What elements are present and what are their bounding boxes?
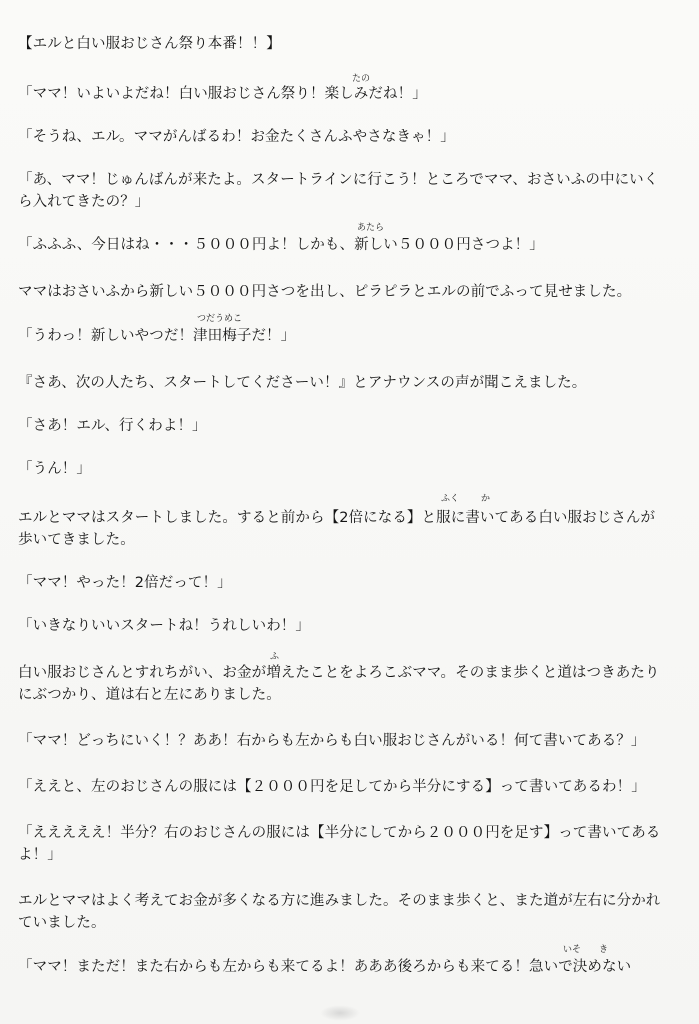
text-line-4: ら入れてきたの？」 bbox=[18, 194, 150, 210]
text-line-18: 「ええと、左のおじさんの服には【２０００円を足してから半分にする】って書いてあるわ！」 bbox=[18, 779, 646, 795]
text-line-20: よ！」 bbox=[18, 847, 62, 863]
text-line-10: 「うん！」 bbox=[18, 461, 91, 477]
ruby-tano: たの bbox=[352, 74, 371, 84]
text-line-23: 「ママ！まただ！また右からも左からも来てるよ！あああ後ろからも来てる！急いで決めない bbox=[18, 959, 632, 975]
text-line-6: ママはおさいふから新しい５０００円さつを出し、ピラピラとエルの前でふって見せました。 bbox=[18, 284, 632, 300]
ruby-fu: ふ bbox=[270, 652, 280, 662]
text-line-11: エルとママはスタートしました。すると前から【2倍になる】と服に書いてある白い服おじさんが bbox=[18, 510, 656, 526]
document-title: 【エルと白い服おじさん祭り本番！！】 bbox=[18, 36, 281, 52]
text-line-12: 歩いてきました。 bbox=[18, 532, 135, 548]
ruby-ki: き bbox=[599, 945, 609, 955]
ruby-iso: いそ bbox=[563, 945, 582, 955]
text-line-16: にぶつかり、道は右と左にありました。 bbox=[18, 687, 281, 703]
text-line-21: エルとママはよく考えてお金が多くなる方に進みました。そのまま歩くと、また道が左右に分かれ bbox=[18, 893, 661, 909]
ruby-ka: か bbox=[481, 494, 491, 504]
text-line-22: ていました。 bbox=[18, 915, 106, 931]
ruby-tsudaumeko: つだうめこ bbox=[197, 314, 243, 324]
text-line-9: 「さあ！エル、行くわよ！」 bbox=[18, 418, 207, 434]
text-line-2: 「そうね、エル。ママがんばるわ！お金たくさんふやさなきゃ！」 bbox=[18, 129, 455, 145]
text-line-8: 『さあ、次の人たち、スタートしてくださーい！』とアナウンスの声が聞こえました。 bbox=[18, 375, 587, 391]
text-line-1: 「ママ！いよいよだね！白い服おじさん祭り！楽しみだね！」 bbox=[18, 86, 427, 102]
ruby-atara: あたら bbox=[357, 223, 385, 233]
text-line-15: 白い服おじさんとすれちがい、お金が増えたことをよろこぶママ。そのまま歩くと道はつきあたり bbox=[18, 665, 660, 681]
text-line-3: 「あ、ママ！じゅんばんが来たよ。スタートラインに行こう！ところでママ、おさいふの中にいく bbox=[18, 172, 659, 188]
text-line-13: 「ママ！やった！2倍だって！」 bbox=[18, 575, 232, 591]
text-line-7: 「うわっ！新しいやつだ！津田梅子だ！」 bbox=[18, 328, 296, 344]
paper-smudge bbox=[320, 1005, 360, 1021]
ruby-fuku: ふく bbox=[441, 494, 460, 504]
text-line-5: 「ふふふ、今日はね・・・５０００円よ！しかも、新しい５０００円さつよ！」 bbox=[18, 237, 544, 253]
text-line-14: 「いきなりいいスタートね！うれしいわ！」 bbox=[18, 618, 310, 634]
text-line-17: 「ママ！どっちにいく！？ああ！右からも左からも白い服おじさんがいる！何て書いてある？」 bbox=[18, 733, 646, 749]
text-line-19: 「えええええ！半分？右のおじさんの服には【半分にしてから２０００円を足す】って書いてある bbox=[18, 825, 661, 841]
